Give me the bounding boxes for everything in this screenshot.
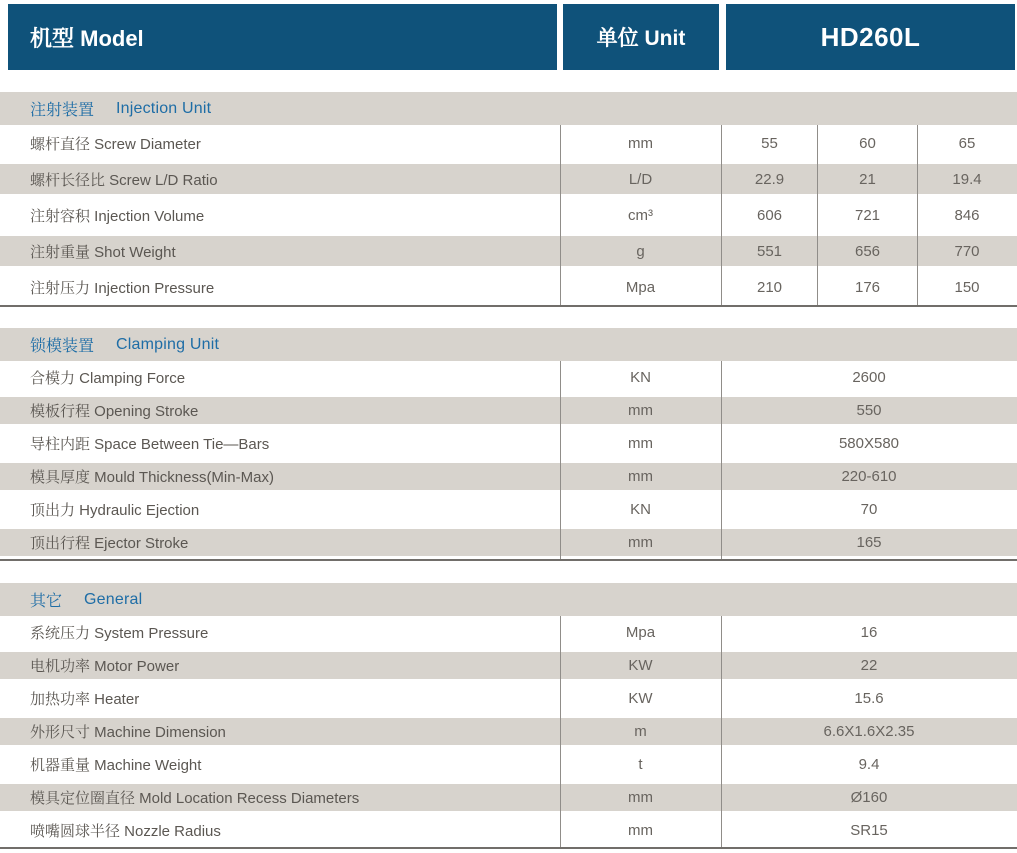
table-row	[0, 526, 1017, 559]
row-value: 6.6X1.6X2.35	[823, 723, 915, 740]
row-unit: t	[638, 756, 643, 773]
row-unit: mm	[628, 134, 653, 152]
section-title-zh: 注射装置	[30, 102, 95, 119]
row-label: 注射容积 Injection Volume	[30, 207, 205, 225]
table-row	[0, 715, 1017, 748]
table-row	[0, 233, 1017, 269]
table-row	[0, 361, 1017, 394]
table-row	[0, 781, 1017, 814]
row-label: 模具厚度 Mould Thickness(Min-Max)	[30, 469, 274, 486]
row-unit: KW	[628, 657, 653, 674]
table-row	[0, 748, 1017, 781]
table-row	[0, 427, 1017, 460]
row-label: 螺杆直径 Screw Diameter	[30, 135, 201, 153]
row-label: 模板行程 Opening Stroke	[30, 403, 199, 420]
row-label: 机器重量 Machine Weight	[30, 757, 202, 774]
table-row	[0, 394, 1017, 427]
section-title-zh: 锁模装置	[30, 338, 95, 355]
model-value: HD260L	[820, 21, 921, 52]
row-label: 注射重量 Shot Weight	[30, 243, 176, 261]
table-row	[0, 161, 1017, 197]
row-value: 55	[761, 134, 778, 152]
row-value: 150	[954, 278, 980, 296]
grid-line	[721, 125, 722, 305]
row-value: 9.4	[858, 756, 880, 773]
row-unit: mm	[628, 468, 653, 485]
row-value: 220-610	[841, 468, 897, 485]
section-title-en: Clamping Unit	[116, 335, 220, 353]
row-unit: mm	[628, 435, 653, 452]
header-unit-label: 单位 Unit	[596, 27, 686, 50]
row-value: 19.4	[952, 170, 982, 188]
table-row	[0, 616, 1017, 649]
section-title-en: Injection Unit	[116, 99, 212, 117]
section-injection-unit	[0, 92, 1017, 307]
row-value: 70	[860, 501, 878, 518]
table-row	[0, 125, 1017, 161]
header-unit-cell	[563, 4, 719, 70]
row-value: 580X580	[838, 435, 900, 452]
table-row	[0, 649, 1017, 682]
table-row	[0, 814, 1017, 847]
row-value: 21	[859, 170, 876, 188]
row-value: 210	[756, 278, 783, 296]
row-value: 176	[854, 278, 881, 296]
row-value: 16	[860, 624, 878, 641]
row-label: 电机功率 Motor Power	[30, 658, 180, 675]
injection-rows	[0, 125, 1017, 307]
row-label: 顶出行程 Ejector Stroke	[30, 535, 189, 552]
row-unit: KN	[630, 501, 651, 518]
row-label: 螺杆长径比 Screw L/D Ratio	[30, 171, 218, 189]
row-unit: Mpa	[625, 624, 656, 641]
section-title-general	[0, 583, 1017, 616]
row-value: 656	[854, 242, 881, 260]
table-row	[0, 460, 1017, 493]
row-value: Ø160	[850, 789, 888, 806]
table-row	[0, 682, 1017, 715]
row-unit: mm	[628, 822, 653, 839]
row-label: 合模力 Clamping Force	[30, 370, 186, 387]
grid-line	[721, 361, 722, 559]
section-title-injection	[0, 92, 1017, 125]
row-unit: KN	[630, 369, 651, 386]
row-value: 606	[756, 206, 783, 224]
row-label: 模具定位圈直径 Mold Location Recess Diameters	[30, 790, 360, 807]
row-value: 2600	[852, 369, 886, 386]
header-model-label: 机型 Model	[30, 25, 144, 51]
section-title-en: General	[84, 590, 143, 608]
row-unit: L/D	[628, 170, 653, 188]
header-model-value-cell	[726, 4, 1015, 70]
row-value: 60	[859, 134, 876, 152]
section-title-zh: 其它	[30, 593, 63, 610]
section-clamping-unit	[0, 328, 1017, 561]
row-value: 165	[856, 534, 882, 551]
row-unit: mm	[628, 534, 653, 551]
row-unit: mm	[628, 789, 653, 806]
row-label: 喷嘴圆球半径 Nozzle Radius	[30, 823, 221, 840]
row-label: 顶出力 Hydraulic Ejection	[30, 502, 200, 519]
clamping-rows	[0, 361, 1017, 561]
table-row	[0, 269, 1017, 305]
row-value: 846	[954, 206, 980, 224]
row-unit: g	[636, 242, 645, 260]
row-label: 注射压力 Injection Pressure	[30, 279, 215, 297]
row-value: 550	[856, 402, 882, 419]
row-unit: mm	[628, 402, 653, 419]
row-value: 22	[860, 657, 878, 674]
grid-line	[917, 125, 918, 305]
row-unit: cm³	[628, 206, 653, 224]
row-unit: Mpa	[625, 278, 656, 296]
grid-line	[560, 361, 561, 559]
header-model-cell	[8, 4, 557, 70]
row-unit: KW	[628, 690, 653, 707]
grid-line	[560, 616, 561, 847]
row-value: 770	[954, 242, 980, 260]
table-row	[0, 197, 1017, 233]
section-general	[0, 583, 1017, 849]
row-label: 系统压力 System Pressure	[30, 625, 209, 642]
grid-line	[560, 125, 561, 305]
grid-line	[721, 616, 722, 847]
table-header	[8, 4, 1015, 70]
general-rows	[0, 616, 1017, 849]
row-label: 外形尺寸 Machine Dimension	[30, 724, 226, 741]
row-value: 551	[756, 242, 783, 260]
row-label: 加热功率 Heater	[30, 691, 140, 708]
row-label: 导柱内距 Space Between Tie—Bars	[30, 436, 270, 453]
section-title-clamping	[0, 328, 1017, 361]
row-value: 15.6	[854, 690, 884, 707]
grid-line	[817, 125, 818, 305]
table-row	[0, 493, 1017, 526]
row-value: SR15	[850, 822, 888, 839]
row-value: 22.9	[754, 170, 785, 188]
row-unit: m	[634, 723, 647, 740]
row-value: 65	[958, 134, 976, 152]
row-value: 721	[854, 206, 881, 224]
